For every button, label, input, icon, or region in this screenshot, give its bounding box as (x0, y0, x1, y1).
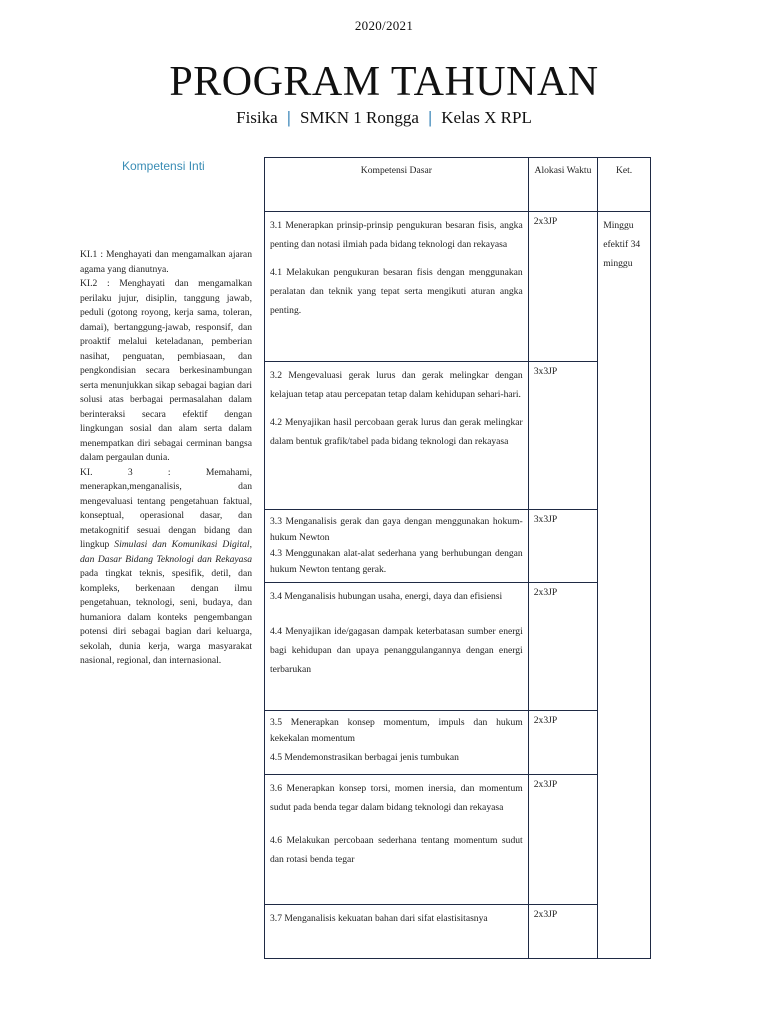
alokasi-cell: 2x3JP (528, 905, 597, 959)
kd-item: 3.2 Mengevaluasi gerak lurus dan gerak melingkar dengan kelajuan tetap atau percepatan tetap dalam kehidupan sehari-hari. (270, 370, 523, 400)
kd-cell (265, 362, 529, 510)
kd-item: 3.5 Menerapkan konsep momentum, impuls dan hukum kekekalan momentum (270, 717, 523, 744)
kd-item: 3.6 Menerapkan konsep torsi, momen inersia, dan momentum sudut pada benda tegar dalam bidang teknologi dan rekayasa (270, 783, 523, 813)
header-alokasi-waktu: Alokasi Waktu (528, 158, 597, 212)
kd-cell (265, 510, 529, 583)
kd-item: 3.7 Menganalisis kekuatan bahan dari sifat elastisitasnya (270, 913, 488, 924)
kd-item: 3.4 Menganalisis hubungan usaha, energi, daya dan efisiensi (270, 591, 503, 602)
kd-item: 3.3 Menganalisis gerak dan gaya dengan menggunakan hokum-hukum Newton (270, 516, 523, 543)
academic-year: 2020/2021 (354, 18, 414, 33)
kd-item: 3.1 Menerapkan prinsip-prinsip pengukuran besaran fisis, angka penting dan notasi ilmiah pada bidang teknologi dan rekayasa (270, 220, 523, 250)
alokasi-cell: 2x3JP (528, 212, 597, 362)
table-header-row (265, 158, 651, 212)
table-row (265, 212, 651, 362)
kd-item: 4.6 Melakukan percobaan sederhana tentang momentum sudut dan rotasi benda tegar (270, 835, 523, 865)
table-row (265, 510, 651, 583)
kd-cell (265, 775, 529, 905)
ki2-text: KI.2 : Menghayati dan mengamalkan perilaku jujur, disiplin, tanggung jawab, peduli (gotong royong, kerja sama, toleran, damai), bertanggung-jawab, responsif, dan proaktif melalui keteladanan, pemberian nasihat, penguatan, pembiasaan, dan pengkondisian secara berkesinambungan serta menunjukkan sikap sebagai bagian dari solusi atas berbagai permasalahan dalam berinteraksi secara efektif dengan lingkungan sosial dan alam serta dalam menempatkan diri sebagai cerminan bangsa dalam pergaulan dunia. (80, 278, 252, 463)
kd-item: 4.4 Menyajikan ide/gagasan dampak keterbatasan sumber energi bagi kehidupan dan upaya penanggulangannya dengan energi terbarukan (270, 626, 523, 675)
kompetensi-inti-text (80, 248, 252, 669)
alokasi-cell: 2x3JP (528, 711, 597, 775)
table-row (265, 583, 651, 711)
kd-item: 4.3 Menggunakan alat-alat sederhana yang berhubungan dengan hukum Newton tentang gerak. (270, 548, 523, 575)
kd-cell (265, 905, 529, 959)
kd-item: 4.1 Melakukan pengukuran besaran fisis dengan menggunakan peralatan dan teknik yang tepat serta mengikuti aturan angka penting. (270, 267, 523, 316)
ki1-text: KI.1 : Menghayati dan mengamalkan ajaran agama yang dianutnya. (80, 249, 252, 275)
class-label: Kelas X RPL (441, 108, 532, 127)
table-row (265, 711, 651, 775)
kd-item: 4.5 Mendemonstrasikan berbagai jenis tumbukan (270, 752, 459, 763)
kd-item: 4.2 Menyajikan hasil percobaan gerak lurus dan gerak melingkar dalam bentuk grafik/tabel pada bidang teknologi dan rekayasa (270, 417, 523, 447)
kompetensi-dasar-table (264, 157, 651, 959)
document-subtitle (0, 108, 768, 128)
header-kompetensi-dasar: Kompetensi Dasar (265, 158, 529, 212)
separator: | (428, 108, 432, 127)
separator: | (286, 108, 291, 127)
alokasi-cell: 3x3JP (528, 510, 597, 583)
table-row (265, 362, 651, 510)
kompetensi-inti-heading: Kompetensi Inti (122, 159, 205, 173)
kd-cell (265, 212, 529, 362)
ki3-text-b: pada tingkat teknis, spesifik, detil, dan kompleks, berkenaan dengan ilmu pengetahuan, teknologi, seni, budaya, dan humaniora dalam konteks pengembangan potensi diri sebagai bagian dari keluarga, sekolah, dunia kerja, warga masyarakat nasional, regional, dan internasional. (80, 568, 252, 666)
ket-cell: Minggu efektif 34 minggu (598, 212, 651, 959)
ki3-text (80, 466, 252, 669)
table-row (265, 905, 651, 959)
ki3-text-italic: Simulasi dan Komunikasi Digital, dan Dasar Bidang Teknologi dan Rekayasa (80, 539, 252, 565)
subject-label: Fisika (236, 108, 278, 127)
kd-cell (265, 711, 529, 775)
document-title: PROGRAM TAHUNAN (169, 59, 599, 105)
alokasi-cell: 3x3JP (528, 362, 597, 510)
alokasi-cell: 2x3JP (528, 583, 597, 711)
alokasi-cell: 2x3JP (528, 775, 597, 905)
table-row (265, 775, 651, 905)
ki3-text-a: KI. 3 : Memahami, menerapkan,menganalisis, dan mengevaluasi tentang pengetahuan faktual, konseptual, operasional dasar, dan metakognitif sesuai dengan bidang dan lingkup (80, 466, 252, 550)
header-ket: Ket. (598, 158, 651, 212)
kd-cell (265, 583, 529, 711)
school-label: SMKN 1 Rongga (299, 108, 419, 127)
